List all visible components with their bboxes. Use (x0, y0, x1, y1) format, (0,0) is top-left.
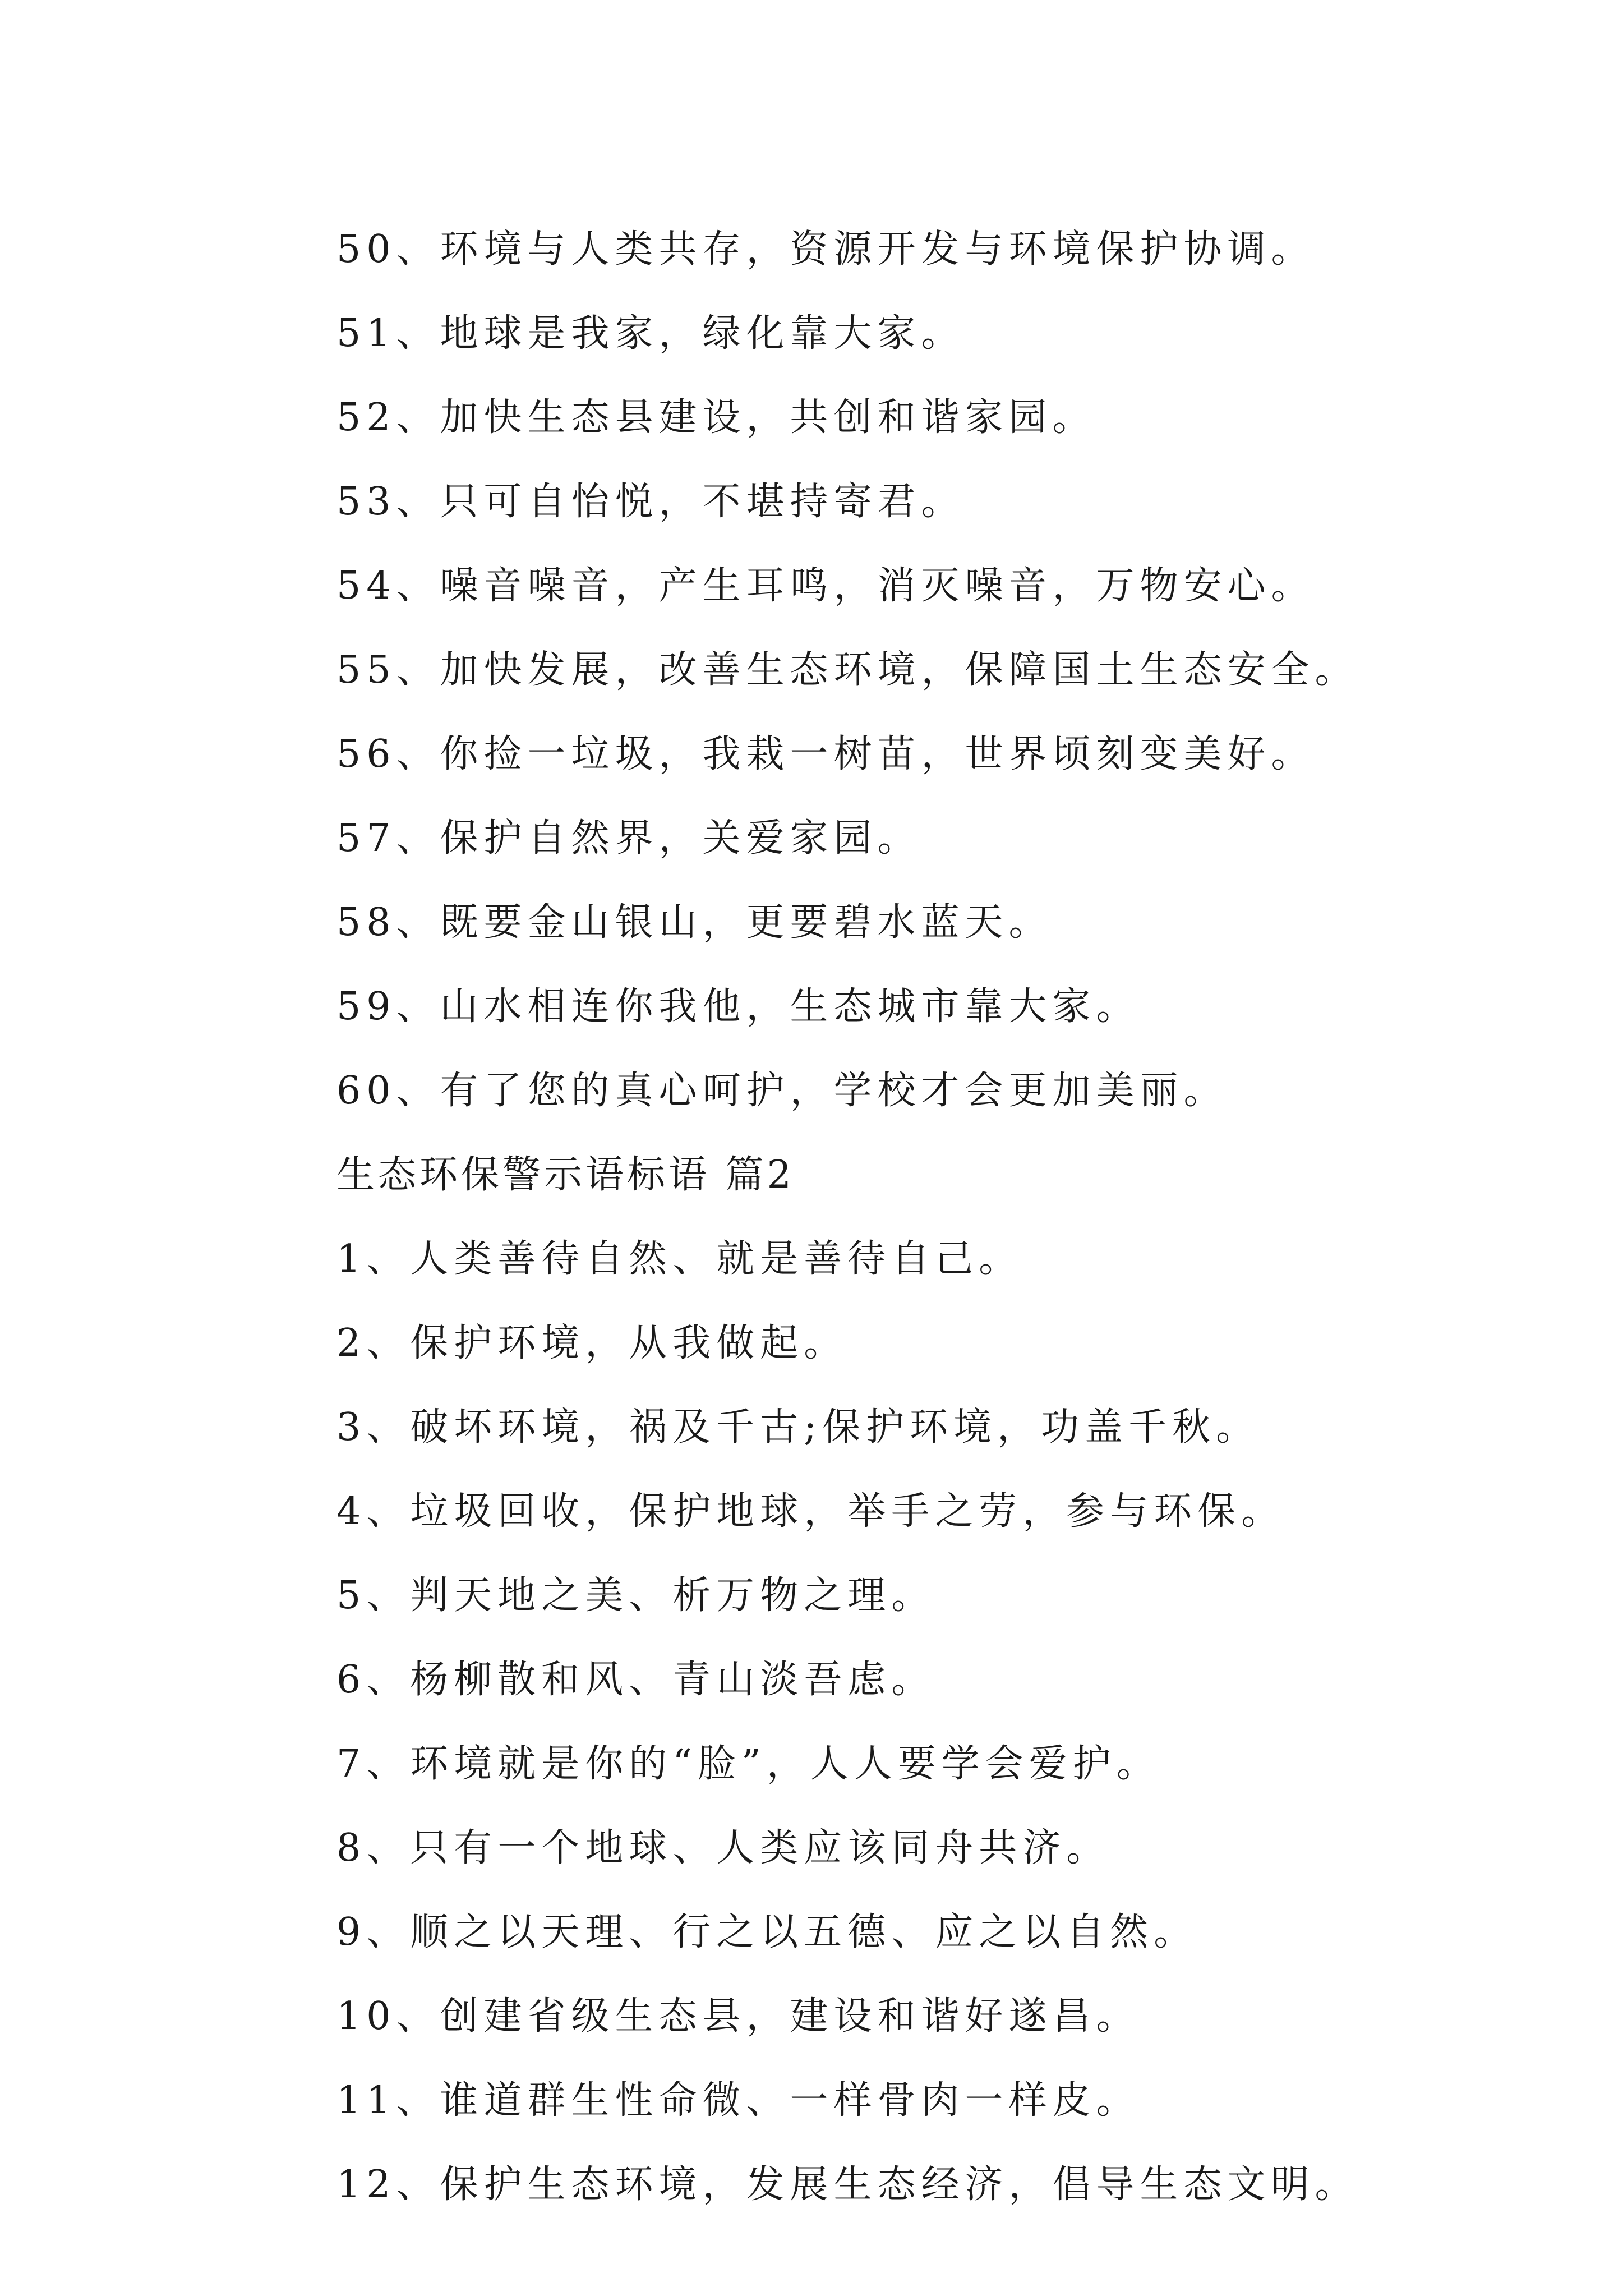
list-item: 54、噪音噪音，产生耳鸣，消灭噪音，万物安心。 (336, 564, 1315, 608)
list-item: 50、环境与人类共存，资源开发与环境保护协调。 (336, 227, 1315, 272)
list-item: 8、只有一个地球、人类应该同舟共济。 (336, 1826, 1110, 1870)
list-item: 58、既要金山银山，更要碧水蓝天。 (336, 900, 1053, 945)
list-item: 60、有了您的真心呵护，学校才会更加美丽。 (336, 1069, 1228, 1113)
list-item: 2、保护环境，从我做起。 (336, 1321, 848, 1365)
list-item: 7、环境就是你的“脸”，人人要学会爱护。 (336, 1742, 1160, 1786)
section-heading: 生态环保警示语标语 篇2 (336, 1153, 795, 1197)
list-item: 6、杨柳散和风、青山淡吾虑。 (336, 1658, 935, 1702)
list-item: 52、加快生态县建设，共创和谐家园。 (336, 395, 1096, 440)
list-item: 3、破坏环境，祸及千古;保护环境，功盖千秋。 (336, 1405, 1260, 1450)
list-item: 5、判天地之美、析万物之理。 (336, 1573, 935, 1618)
list-item: 57、保护自然界，关爱家园。 (336, 816, 921, 861)
list-item: 12、保护生态环境，发展生态经济，倡导生态文明。 (336, 2162, 1359, 2207)
list-item: 56、你捡一垃圾，我栽一树苗，世界顷刻变美好。 (336, 732, 1315, 776)
list-item: 9、顺之以天理、行之以五德、应之以自然。 (336, 1910, 1198, 1954)
list-item: 11、谁道群生性命微、一样骨肉一样皮。 (336, 2078, 1140, 2123)
list-item: 10、创建省级生态县，建设和谐好遂昌。 (336, 1994, 1140, 2039)
list-item: 1、人类善待自然、就是善待自己。 (336, 1237, 1023, 1281)
list-item: 4、垃圾回收，保护地球，举手之劳，参与环保。 (336, 1489, 1285, 1534)
list-item: 51、地球是我家，绿化靠大家。 (336, 311, 965, 356)
list-item: 53、只可自怡悦，不堪持寄君。 (336, 480, 965, 524)
list-item: 55、加快发展，改善生态环境，保障国土生态安全。 (336, 648, 1359, 692)
list-item: 59、山水相连你我他，生态城市靠大家。 (336, 984, 1140, 1029)
document-body (336, 208, 1514, 2227)
